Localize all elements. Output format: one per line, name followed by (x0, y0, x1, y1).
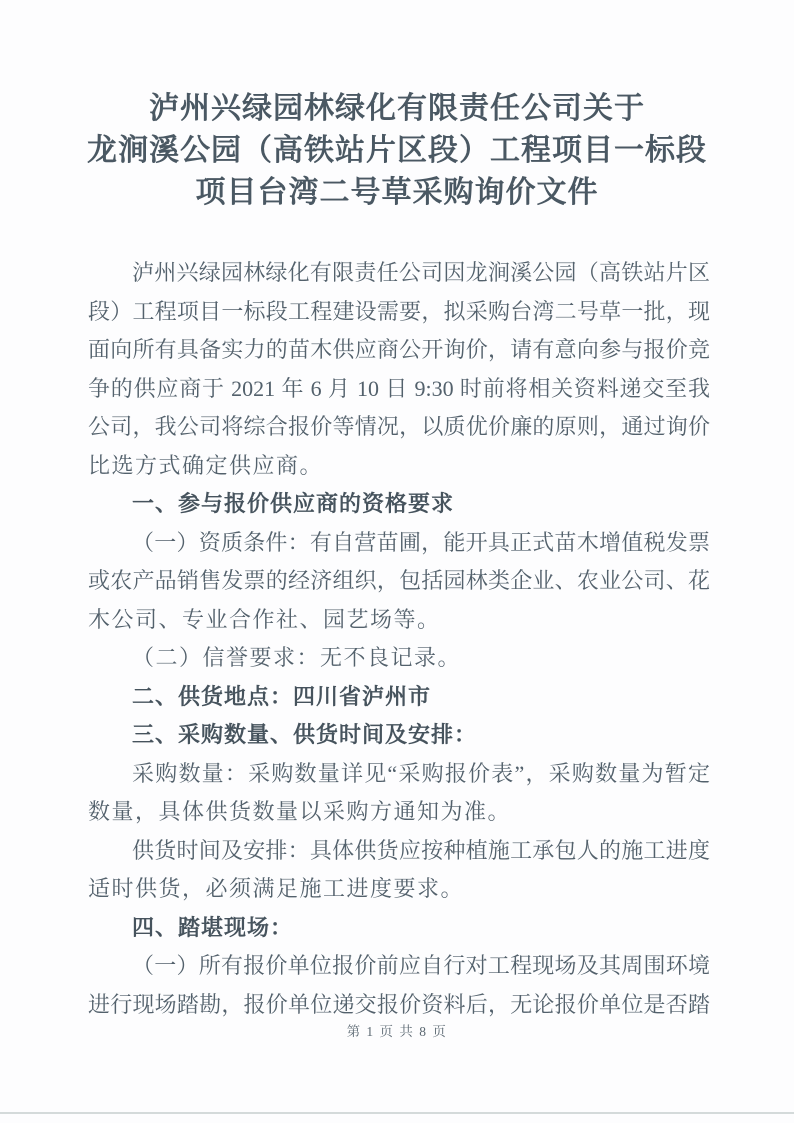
body-line: 数量，具体供货数量以采购方通知为准。 (88, 799, 512, 824)
body-line: 或农产品销售发票的经济组织，包括园林类企业、农业公司、花 (88, 568, 710, 593)
scan-edge-shadow (0, 1112, 794, 1114)
body-line: 公司，我公司将综合报价等情况，以质优价廉的原则，通过询价 (88, 414, 710, 439)
body-line: 比选方式确定供应商。 (88, 452, 324, 478)
body-line: 适时供货，必须满足施工进度要求。 (88, 876, 465, 901)
body-line: （一）所有报价单位报价前应自行对工程现场及其周围环境 (132, 953, 710, 978)
body-line: 进行现场踏勘，报价单位递交报价资料后，无论报价单位是否踏 (88, 991, 710, 1017)
document-title (0, 88, 794, 214)
body-line: 争的供应商于 2021 年 6 月 10 日 9:30 时前将相关资料递交至我 (88, 375, 710, 401)
body-line: （二）信誉要求：无不良记录。 (132, 645, 462, 670)
section-heading-1: 一、参与报价供应商的资格要求 (132, 491, 455, 516)
document-title-line-2: 龙涧溪公园（高铁站片区段）工程项目一标段 (87, 134, 707, 167)
document-body (88, 254, 710, 1024)
document-title-line-3: 项目台湾二号草采购询价文件 (195, 176, 599, 209)
body-line: 泸州兴绿园林绿化有限责任公司因龙涧溪公园（高铁站片区 (132, 260, 710, 285)
section-heading-2: 二、供货地点：四川省泸州市 (132, 683, 432, 709)
body-line: 采购数量：采购数量详见“采购报价表”，采购数量为暂定 (132, 760, 710, 786)
body-line: （一）资质条件：有自营苗圃，能开具正式苗木增值税发票 (132, 529, 710, 555)
body-line: 供货时间及安排：具体供货应按种植施工承包人的施工进度 (132, 837, 710, 863)
body-line: 面向所有具备实力的苗木供应商公开询价，请有意向参与报价竞 (88, 337, 710, 362)
page-number: 第 1 页 共 8 页 (346, 1024, 448, 1039)
section-heading-4: 四、踏堪现场： (132, 914, 294, 940)
section-heading-3: 三、采购数量、供货时间及安排： (132, 722, 478, 747)
document-title-line-1: 泸州兴绿园林绿化有限责任公司关于 (149, 92, 645, 125)
body-line: 段）工程项目一标段工程建设需要，拟采购台湾二号草一批，现 (88, 298, 710, 324)
body-line: 木公司、专业合作社、园艺场等。 (88, 606, 441, 632)
